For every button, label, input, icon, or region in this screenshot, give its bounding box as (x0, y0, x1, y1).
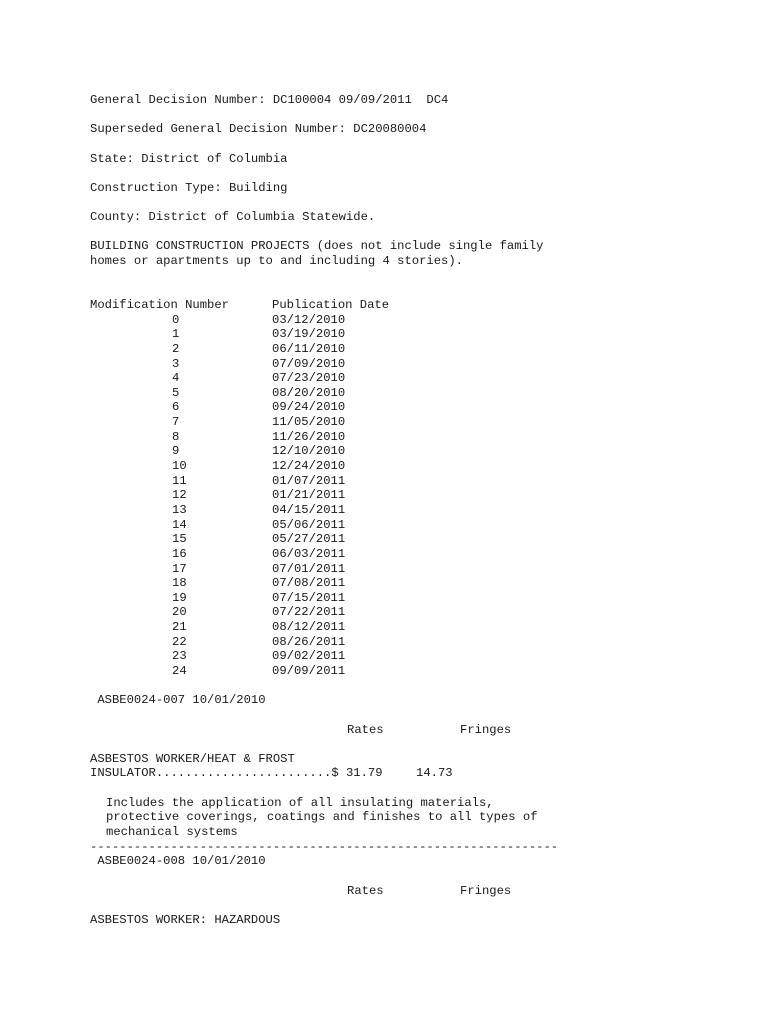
modification-number: 10 (172, 459, 187, 474)
modification-row (90, 664, 750, 679)
publication-date-header: Publication Date (272, 297, 390, 312)
publication-date: 06/03/2011 (272, 546, 346, 561)
modification-row (90, 386, 750, 401)
modification-row (90, 562, 750, 577)
modification-number: 6 (172, 400, 180, 415)
modification-number: 0 (172, 312, 180, 327)
modification-number: 24 (172, 664, 187, 678)
publication-date: 11/05/2010 (272, 415, 346, 430)
publication-date: 01/07/2011 (272, 473, 346, 488)
modification-row (90, 444, 750, 459)
worker-title-line-1: ASBESTOS WORKER: HAZARDOUS (90, 912, 281, 927)
section-code: ASBE0024-008 10/01/2010 (90, 854, 266, 869)
state-line: State: District of Columbia (90, 151, 288, 166)
publication-date: 06/11/2010 (272, 341, 346, 356)
section-code: ASBE0024-007 10/01/2010 (90, 693, 266, 708)
modification-row (90, 503, 750, 518)
modification-number-header: Modification Number (90, 297, 229, 312)
modification-number: 2 (172, 341, 180, 356)
modification-row (90, 576, 750, 591)
publication-date: 05/27/2011 (272, 532, 346, 547)
publication-date: 08/20/2010 (272, 385, 346, 400)
modification-number: 18 (172, 576, 187, 591)
modification-row (90, 371, 750, 386)
modification-number: 22 (172, 634, 187, 649)
modification-row (90, 591, 750, 606)
modification-number: 14 (172, 517, 187, 532)
publication-date: 12/24/2010 (272, 459, 346, 474)
modification-number: 4 (172, 371, 180, 386)
publication-date: 09/09/2011 (272, 664, 346, 678)
modification-row (90, 430, 750, 445)
worker-fringe: 14.73 (416, 766, 453, 781)
publication-date: 04/15/2011 (272, 502, 346, 517)
decision-number-line: General Decision Number: DC100004 09/09/2011 DC4 (90, 93, 449, 107)
modification-table (90, 313, 750, 679)
modification-row (90, 474, 750, 489)
modification-row (90, 415, 750, 430)
modification-row (90, 488, 750, 503)
publication-date: 11/26/2010 (272, 429, 346, 444)
county-line: County: District of Columbia Statewide. (90, 210, 376, 225)
modification-number: 1 (172, 327, 180, 342)
publication-date: 07/09/2010 (272, 356, 346, 371)
publication-date: 07/23/2010 (272, 371, 346, 386)
modification-row (90, 327, 750, 342)
rates-label: Rates (347, 722, 384, 737)
publication-date: 07/22/2011 (272, 605, 346, 620)
modification-row (90, 313, 750, 328)
modification-number: 15 (172, 532, 187, 547)
modification-row (90, 620, 750, 635)
rates-header (90, 723, 750, 738)
modification-number: 7 (172, 415, 180, 430)
worker-title-line-1: ASBESTOS WORKER/HEAT & FROST (90, 751, 295, 766)
modification-number: 5 (172, 385, 180, 400)
publication-date: 08/26/2011 (272, 634, 346, 649)
publication-date: 07/15/2011 (272, 590, 346, 605)
section-divider: ---------------------------------------------------------------- (90, 839, 559, 854)
note-line: mechanical systems (106, 825, 238, 840)
modification-number: 12 (172, 488, 187, 503)
modification-row (90, 605, 750, 620)
modification-number: 3 (172, 356, 180, 371)
publication-date: 09/24/2010 (272, 400, 346, 415)
scope-line-1: BUILDING CONSTRUCTION PROJECTS (does not include single family (90, 239, 544, 254)
publication-date: 08/12/2011 (272, 620, 346, 635)
publication-date: 07/01/2011 (272, 561, 346, 576)
fringes-label: Fringes (460, 883, 512, 898)
modification-number: 11 (172, 473, 187, 488)
publication-date: 03/12/2010 (272, 312, 346, 327)
publication-date: 07/08/2011 (272, 576, 346, 591)
publication-date: 01/21/2011 (272, 488, 346, 503)
modification-number: 9 (172, 444, 180, 459)
modification-number: 13 (172, 502, 187, 517)
publication-date: 05/06/2011 (272, 517, 346, 532)
modification-number: 20 (172, 605, 187, 620)
publication-date: 12/10/2010 (272, 444, 346, 459)
modification-number: 8 (172, 429, 180, 444)
fringes-label: Fringes (460, 722, 512, 737)
modification-number: 21 (172, 620, 187, 635)
publication-date: 03/19/2010 (272, 327, 346, 342)
rates-label: Rates (347, 883, 384, 898)
note-line: protective coverings, coatings and finishes to all types of (106, 810, 538, 825)
worker-rate-line (90, 766, 750, 781)
modification-number: 17 (172, 561, 187, 576)
decision-document (90, 93, 750, 928)
modification-row (90, 400, 750, 415)
scope-line-2: homes or apartments up to and including 4 stories). (90, 254, 463, 269)
modification-row (90, 342, 750, 357)
modification-table-header (90, 298, 750, 313)
modification-number: 16 (172, 546, 187, 561)
construction-type-line: Construction Type: Building (90, 180, 288, 195)
modification-number: 23 (172, 649, 187, 664)
modification-row (90, 357, 750, 372)
modification-row (90, 547, 750, 562)
modification-number: 19 (172, 590, 187, 605)
publication-date: 09/02/2011 (272, 649, 346, 664)
superseded-number-line: Superseded General Decision Number: DC20080004 (90, 122, 427, 137)
modification-row (90, 635, 750, 650)
note-line: Includes the application of all insulating materials, (106, 795, 494, 810)
modification-row (90, 459, 750, 474)
worker-rate: INSULATOR........................$ 31.79 (90, 766, 383, 781)
modification-row (90, 532, 750, 547)
rates-header (90, 884, 750, 899)
modification-row (90, 518, 750, 533)
modification-row (90, 649, 750, 664)
